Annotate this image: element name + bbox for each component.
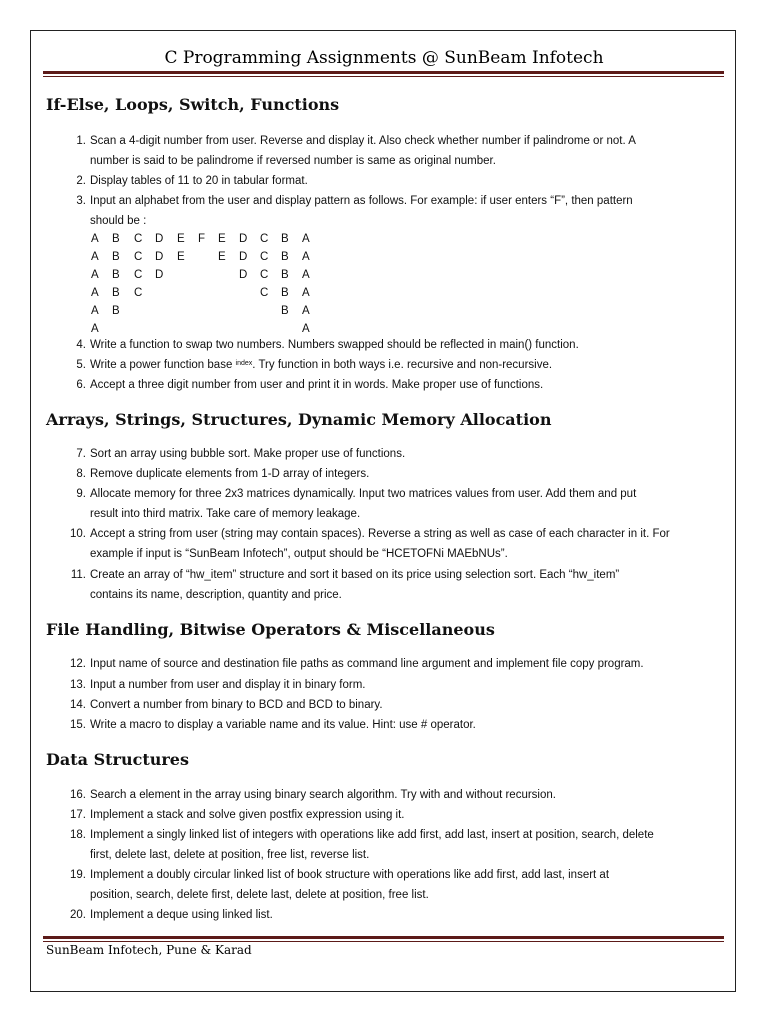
item-text-cont: contains its name, description, quantity and price. <box>90 589 342 601</box>
item-text: Allocate memory for three 2x3 matrices dynamically. Input two matrices values from user. Add them and put <box>90 488 637 500</box>
item-number: 15. <box>70 719 86 731</box>
item-text: Implement a deque using linked list. <box>90 909 273 921</box>
section-heading-data-structures: Data Structures <box>46 750 189 769</box>
pattern-letter: B <box>112 233 120 245</box>
pattern-letter: D <box>239 251 248 263</box>
item-text-pre: Write a power function base <box>90 359 233 371</box>
item-text-cont: number is said to be palindrome if reversed number is same as original number. <box>90 155 496 167</box>
item-number: 19. <box>70 869 86 881</box>
section-heading-arrays: Arrays, Strings, Structures, Dynamic Memory Allocation <box>46 410 552 429</box>
pattern-letter: A <box>91 233 99 245</box>
pattern-letter: B <box>112 251 120 263</box>
item-number: 11. <box>70 569 86 581</box>
item-text: Implement a singly linked list of integers with operations like add first, add last, insert at position, search, delete <box>90 829 654 841</box>
item-number: 6. <box>76 379 86 391</box>
item-number: 1. <box>76 135 86 147</box>
item-text: Accept a three digit number from user and print it in words. Make proper use of functions. <box>90 379 544 391</box>
pattern-letter: A <box>302 323 310 335</box>
pattern-letter: E <box>218 251 226 263</box>
pattern-letter: D <box>155 251 164 263</box>
item-number: 9. <box>76 488 86 500</box>
item-text-post: . Try function in both ways i.e. recursive and non-recursive. <box>252 359 553 371</box>
footer-text: SunBeam Infotech, Pune & Karad <box>46 943 252 957</box>
pattern-letter: A <box>91 323 99 335</box>
pattern-letter: E <box>177 251 185 263</box>
item-text: Scan a 4-digit number from user. Reverse and display it. Also check whether number if palindrome or not. A <box>90 135 636 147</box>
pattern-letter: B <box>112 305 120 317</box>
item-text-cont: should be : <box>90 215 147 227</box>
item-text: Sort an array using bubble sort. Make proper use of functions. <box>90 448 406 460</box>
item-number: 20. <box>70 909 86 921</box>
item-text: Write a macro to display a variable name and its value. Hint: use # operator. <box>90 719 476 731</box>
item-number: 13. <box>70 679 86 691</box>
item-text: Search a element in the array using binary search algorithm. Try with and without recursion. <box>90 789 556 801</box>
pattern-letter: C <box>260 269 269 281</box>
item-text: Create an array of “hw_item” structure and sort it based on its price using selection sort. Each “hw_item” <box>90 569 620 581</box>
item-text: Implement a doubly circular linked list of book structure with operations like add first, add last, insert at <box>90 869 610 881</box>
item-number: 16. <box>70 789 86 801</box>
item-text-cont: position, search, delete first, delete last, delete at position, free list. <box>90 889 429 901</box>
item-text: Accept a string from user (string may contain spaces). Reverse a string as well as case of each character in it. For <box>90 528 670 540</box>
pattern-letter: B <box>281 251 289 263</box>
item-number: 10. <box>70 528 86 540</box>
item-number: 18. <box>70 829 86 841</box>
pattern-letter: C <box>134 287 143 299</box>
pattern-letter: C <box>134 269 143 281</box>
pattern-letter: A <box>302 287 310 299</box>
item-text: Display tables of 11 to 20 in tabular format. <box>90 175 308 187</box>
pattern-letter: A <box>91 287 99 299</box>
pattern-letter: B <box>112 287 120 299</box>
pattern-letter: C <box>260 287 269 299</box>
pattern-letter: B <box>112 269 120 281</box>
item-number: 5. <box>76 359 86 371</box>
header-rule-thin <box>43 76 724 77</box>
item-text: Remove duplicate elements from 1-D array of integers. <box>90 468 370 480</box>
pattern-letter: D <box>239 269 248 281</box>
footer-rule-thin <box>43 941 724 942</box>
page-title: C Programming Assignments @ SunBeam Infotech <box>164 48 604 68</box>
item-number: 7. <box>76 448 86 460</box>
pattern-letter: A <box>91 251 99 263</box>
pattern-letter: B <box>281 305 289 317</box>
item-number: 17. <box>70 809 86 821</box>
item-text-cont: result into third matrix. Take care of memory leakage. <box>90 508 361 520</box>
pattern-letter: D <box>155 269 164 281</box>
pattern-letter: B <box>281 269 289 281</box>
pattern-letter: B <box>281 287 289 299</box>
pattern-letter: B <box>281 233 289 245</box>
item-text: Input name of source and destination file paths as command line argument and implement file copy program. <box>90 658 644 670</box>
pattern-letter: A <box>91 305 99 317</box>
pattern-letter: D <box>239 233 248 245</box>
superscript-index: index <box>235 360 253 367</box>
pattern-letter: A <box>302 305 310 317</box>
item-number: 3. <box>76 195 86 207</box>
pattern-letter: C <box>134 233 143 245</box>
item-text <box>90 355 552 377</box>
pattern-letter: A <box>302 251 310 263</box>
item-text-cont: example if input is “SunBeam Infotech”, output should be “HCETOFNi MAEbNUs”. <box>90 548 508 560</box>
pattern-letter: A <box>91 269 99 281</box>
pattern-letter: A <box>302 269 310 281</box>
header-rule <box>43 71 724 74</box>
item-text-cont: first, delete last, delete at position, free list, reverse list. <box>90 849 370 861</box>
item-text: Convert a number from binary to BCD and BCD to binary. <box>90 699 383 711</box>
item-text: Implement a stack and solve given postfix expression using it. <box>90 809 405 821</box>
footer-rule <box>43 936 724 939</box>
section-heading-loops: If-Else, Loops, Switch, Functions <box>46 95 340 114</box>
item-number: 8. <box>76 468 86 480</box>
section-heading-files: File Handling, Bitwise Operators & Miscellaneous <box>46 620 495 639</box>
pattern-letter: F <box>198 233 206 245</box>
item-text: Input an alphabet from the user and display pattern as follows. For example: if user enters “F”, then pattern <box>90 195 633 207</box>
pattern-letter: C <box>260 251 269 263</box>
pattern-letter: E <box>218 233 226 245</box>
item-number: 4. <box>76 339 86 351</box>
pattern-letter: E <box>177 233 185 245</box>
item-text: Input a number from user and display it in binary form. <box>90 679 366 691</box>
pattern-letter: C <box>134 251 143 263</box>
pattern-letter: A <box>302 233 310 245</box>
pattern-letter: D <box>155 233 164 245</box>
item-number: 2. <box>76 175 86 187</box>
item-number: 12. <box>70 658 86 670</box>
pattern-letter: C <box>260 233 269 245</box>
item-text: Write a function to swap two numbers. Numbers swapped should be reflected in main() function. <box>90 339 579 351</box>
item-number: 14. <box>70 699 86 711</box>
